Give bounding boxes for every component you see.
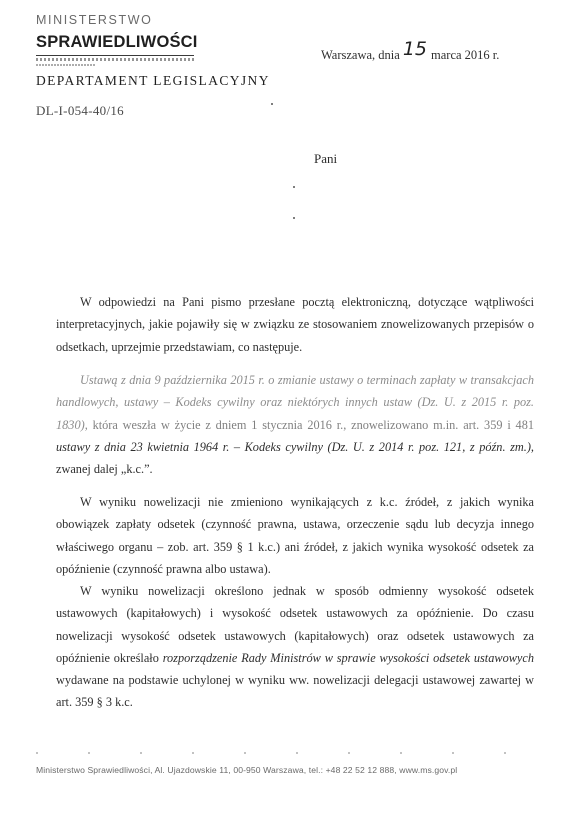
greeting: Pani: [314, 151, 338, 166]
ministry-name-main: SPRAWIEDLIWOŚCI: [36, 33, 198, 51]
department-name: DEPARTAMENT LEGISLACYJNY: [36, 73, 270, 88]
month-year: marca 2016 r.: [431, 48, 500, 62]
place-label: Warszawa, dnia: [321, 48, 400, 62]
paragraph-3: [56, 491, 534, 580]
header-tiny-decoration: [36, 64, 96, 66]
paragraph-2-plain-2: zwanej dalej „k.c.”.: [56, 462, 153, 477]
footer-dotted-rule: [36, 752, 536, 754]
paragraph-2-italic-1: Ustawą z dnia 9 października 2015 r. o zmianie ustawy o terminach zapłaty w transakcjach handlowych, ustawy – Kodeks cywilny oraz niektórych innych ustaw (Dz. U. z 2015 r. poz. 1830),: [56, 373, 534, 432]
paragraph-2-italic-2: ustawy z dnia 23 kwietnia 1964 r. – Kodeks cywilny (Dz. U. z 2014 r. poz. 121, z późn. zm.),: [56, 439, 534, 454]
redaction-mark: [293, 217, 295, 219]
place-date: [321, 38, 500, 64]
header-rule: [36, 55, 194, 56]
paragraph-3-text: W wyniku nowelizacji nie zmieniono wynikających z k.c. źródeł, z jakich wynika obowiązek zapłaty odsetek (czynność prawna, ustawa, orzeczenie sądu lub decyzja innego właściwego organu – zob. art. 359 § 1 k.c.) ani źródeł, z jakich wynika wysokość odsetek za opóźnienie (czynność prawna albo ustawa).: [56, 495, 534, 576]
paragraph-1-text: W odpowiedzi na Pani pismo przesłane pocztą elektroniczną, dotyczące wątpliwości interpretacyjnych, jakie pojawiły się w związku ze stosowaniem znowelizowanych przepisów o odsetkach, uprzejmie przedstawiam, co następuje.: [56, 295, 534, 354]
reference-number: DL-I-054-40/16: [36, 103, 124, 118]
paragraph-4-text-b: wydawane na podstawie uchylonej w wyniku ww. nowelizacji delegacji ustawowej zawartej w art. 359 § 3 k.c.: [56, 673, 534, 710]
handwritten-day: 15: [402, 38, 428, 60]
redaction-mark: [271, 103, 273, 105]
paragraph-2-plain-1: która weszła w życie z dniem 1 stycznia 2016 r., znowelizowano m.in. art. 359 i 481: [92, 417, 534, 432]
paragraph-2: [56, 369, 534, 480]
paragraph-4-text-a: W wyniku nowelizacji określono jednak w sposób odmienny wysokość odsetek ustawowych (kapitałowych) i wysokość odsetek ustawowych za opóźnienie. Do czasu nowelizacji wysokość odsetek ustawowych (kapitałowych) oraz odsetek ustawowych za opóźnienie określało: [56, 584, 534, 665]
paragraph-4-italic: rozporządzenie Rady Ministrów w sprawie wysokości odsetek ustawowych: [162, 650, 534, 665]
header-subline-decoration: [36, 58, 194, 61]
paragraph-1: [56, 291, 534, 358]
ministry-name-top: MINISTERSTWO: [36, 13, 153, 27]
footer-address: Ministerstwo Sprawiedliwości, Al. Ujazdowskie 11, 00-950 Warszawa, tel.: +48 22 52 12 888, www.ms.gov.pl: [36, 765, 458, 775]
paragraph-4: [56, 580, 534, 714]
redaction-mark: [293, 186, 295, 188]
